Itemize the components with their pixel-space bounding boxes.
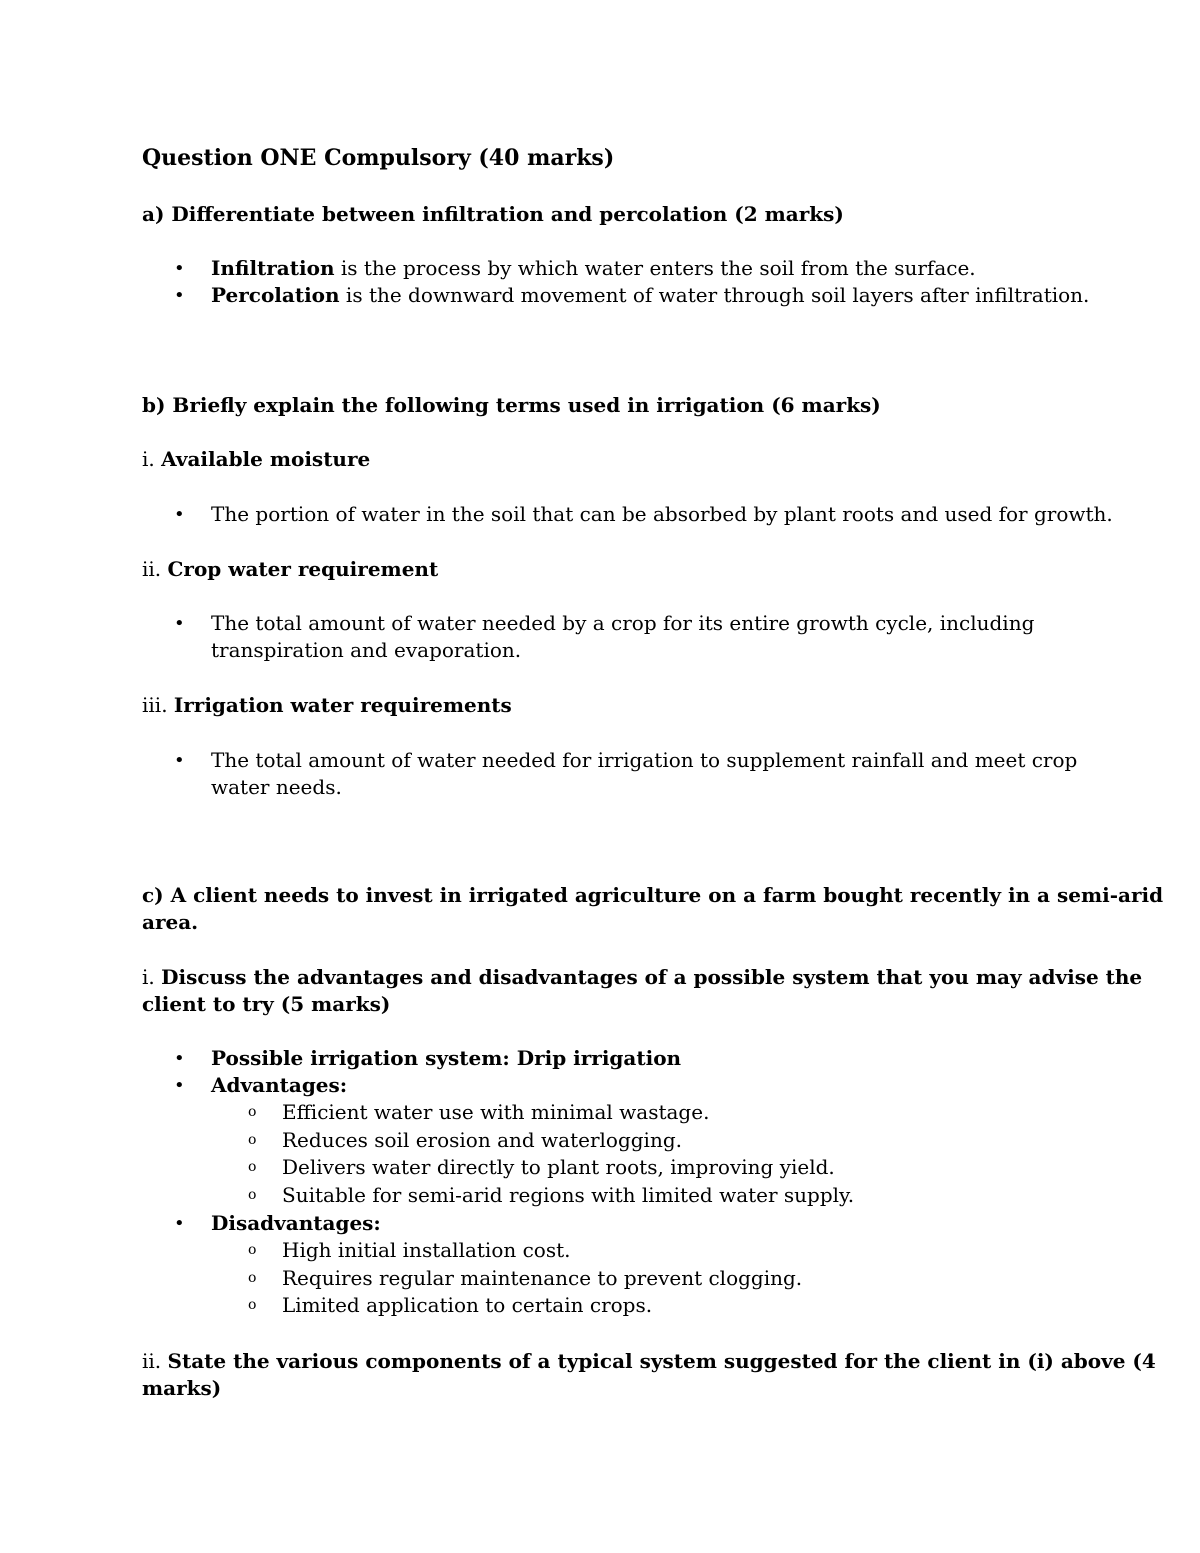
disadvantages-label: Disadvantages: [211,1211,381,1235]
term-percolation: Percolation [211,283,340,307]
term-heading-crop-water-requirement [142,556,438,583]
disadvantage-item: Requires regular maintenance to prevent clogging. [282,1266,803,1290]
bullet-icon: • [174,504,185,525]
sub-question-ii [142,1348,1156,1375]
advantages-label: Advantages: [211,1073,348,1097]
term-label: Irrigation water requirements [173,693,512,717]
sub-question-i [142,964,1142,991]
advantage-item: Efficient water use with minimal wastage. [282,1100,710,1124]
term-infiltration: Infiltration [211,256,335,280]
bullet-icon: • [174,1048,185,1069]
term-label: Available moisture [161,447,371,471]
term-heading-irrigation-water-requirements [142,692,512,719]
bullet-icon: • [174,258,185,279]
sub-question-text-cont: marks) [142,1376,222,1400]
circle-bullet-icon: o [248,1270,257,1286]
advantage-item: Reduces soil erosion and waterlogging. [282,1128,682,1152]
sub-question-text-cont: client to try (5 marks) [142,992,391,1016]
term-label: Crop water requirement [167,557,439,581]
circle-bullet-icon: o [248,1297,257,1313]
disadvantage-item: Limited application to certain crops. [282,1293,653,1317]
section-a-heading: a) Differentiate between infiltration and percolation (2 marks) [142,202,844,226]
definition-line: The total amount of water needed by a crop for its entire growth cycle, including [211,611,1035,635]
definition-infiltration: is the process by which water enters the soil from the surface. [334,256,976,280]
bullet-icon: • [174,1075,185,1096]
definition-percolation: is the downward movement of water through soil layers after infiltration. [339,283,1090,307]
question-title: Question ONE Compulsory (40 marks) [142,145,615,171]
section-b-heading: b) Briefly explain the following terms used in irrigation (6 marks) [142,393,881,417]
bullet-icon: • [174,285,185,306]
disadvantage-item: High initial installation cost. [282,1238,571,1262]
definition-line: transpiration and evaporation. [211,638,522,662]
sub-number: i. [142,965,162,989]
definition-line: The total amount of water needed for irrigation to supplement rainfall and meet crop [211,748,1078,772]
circle-bullet-icon: o [248,1187,257,1203]
definition-line: The portion of water in the soil that can be absorbed by plant roots and used for growth. [211,502,1113,526]
term-number: i. [142,447,162,471]
list-item-percolation [211,282,1089,309]
circle-bullet-icon: o [248,1159,257,1175]
list-item-infiltration [211,255,976,282]
circle-bullet-icon: o [248,1132,257,1148]
circle-bullet-icon: o [248,1242,257,1258]
sub-question-text: State the various components of a typical system suggested for the client in (i) above (4 [167,1349,1156,1373]
circle-bullet-icon: o [248,1104,257,1120]
term-number: ii. [142,557,168,581]
section-c-heading: c) A client needs to invest in irrigated agriculture on a farm bought recently in a semi-arid [142,883,1164,907]
section-c-heading-cont: area. [142,910,199,934]
definition-line: water needs. [211,775,342,799]
sub-question-text: Discuss the advantages and disadvantages of a possible system that you may advise the [161,965,1143,989]
system-label: Possible irrigation system: Drip irrigation [211,1046,682,1070]
advantage-item: Suitable for semi-arid regions with limited water supply. [282,1183,855,1207]
bullet-icon: • [174,1213,185,1234]
sub-number: ii. [142,1349,168,1373]
bullet-icon: • [174,613,185,634]
term-heading-available-moisture [142,446,370,473]
bullet-icon: • [174,750,185,771]
term-number: iii. [142,693,174,717]
advantage-item: Delivers water directly to plant roots, improving yield. [282,1155,835,1179]
